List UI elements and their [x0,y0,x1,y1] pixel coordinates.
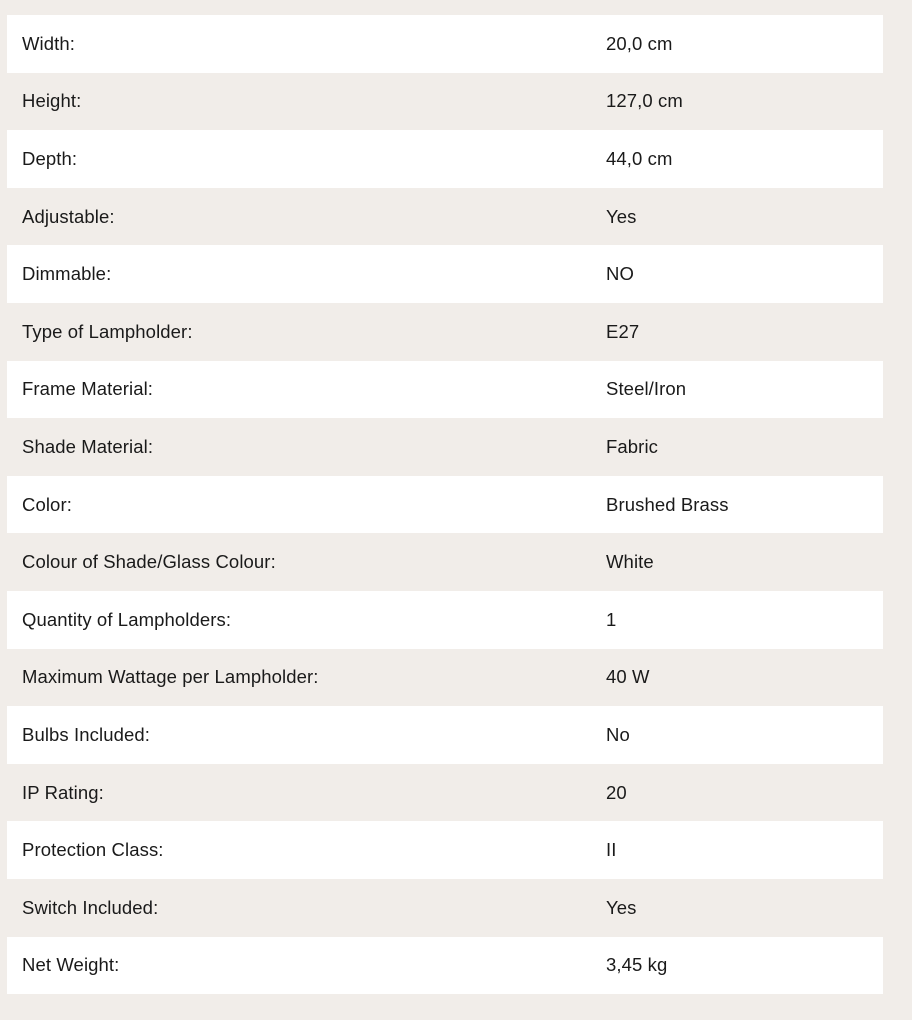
spec-row-width [7,15,883,73]
spec-label: Adjustable: [22,205,115,227]
spec-label: Depth: [22,147,78,169]
spec-label: Color: [22,493,72,515]
spec-value: No [606,723,630,745]
spec-label: Net Weight: [22,954,120,976]
spec-value: 20 [606,781,627,803]
spec-label: Switch Included: [22,896,159,918]
spec-row-shade-material [7,418,883,476]
spec-table [7,15,883,994]
spec-value: Brushed Brass [606,493,729,515]
spec-value: 127,0 cm [606,90,683,112]
spec-row-bulbs-included [7,706,883,764]
spec-row-height [7,73,883,131]
spec-label: Dimmable: [22,263,112,285]
spec-value: White [606,551,654,573]
spec-label: Type of Lampholder: [22,320,193,342]
spec-row-lampholder-type [7,303,883,361]
spec-label: Shade Material: [22,435,154,457]
spec-label: Protection Class: [22,839,164,861]
spec-value: 1 [606,608,617,630]
spec-label: Frame Material: [22,378,154,400]
spec-row-protection-class [7,821,883,879]
spec-label: Quantity of Lampholders: [22,608,232,630]
spec-value: Fabric [606,435,658,457]
spec-label: Maximum Wattage per Lampholder: [22,666,319,688]
spec-row-net-weight [7,937,883,995]
spec-row-dimmable [7,245,883,303]
spec-row-ip-rating [7,764,883,822]
spec-label: Colour of Shade/Glass Colour: [22,551,276,573]
spec-value: Yes [606,896,637,918]
spec-value: NO [606,263,634,285]
spec-value: Steel/Iron [606,378,687,400]
spec-row-shade-colour [7,533,883,591]
spec-value: 3,45 kg [606,954,668,976]
spec-value: 40 W [606,666,650,688]
spec-row-depth [7,130,883,188]
spec-value: 44,0 cm [606,147,673,169]
spec-value: Yes [606,205,637,227]
spec-label: Height: [22,90,82,112]
spec-value: 20,0 cm [606,32,673,54]
spec-row-max-wattage [7,649,883,707]
spec-label: IP Rating: [22,781,104,803]
spec-value: E27 [606,320,640,342]
spec-row-frame-material [7,361,883,419]
spec-row-color [7,476,883,534]
spec-row-adjustable [7,188,883,246]
spec-label: Width: [22,32,76,54]
spec-row-lampholder-quantity [7,591,883,649]
spec-label: Bulbs Included: [22,723,151,745]
spec-value: II [606,839,617,861]
spec-row-switch-included [7,879,883,937]
